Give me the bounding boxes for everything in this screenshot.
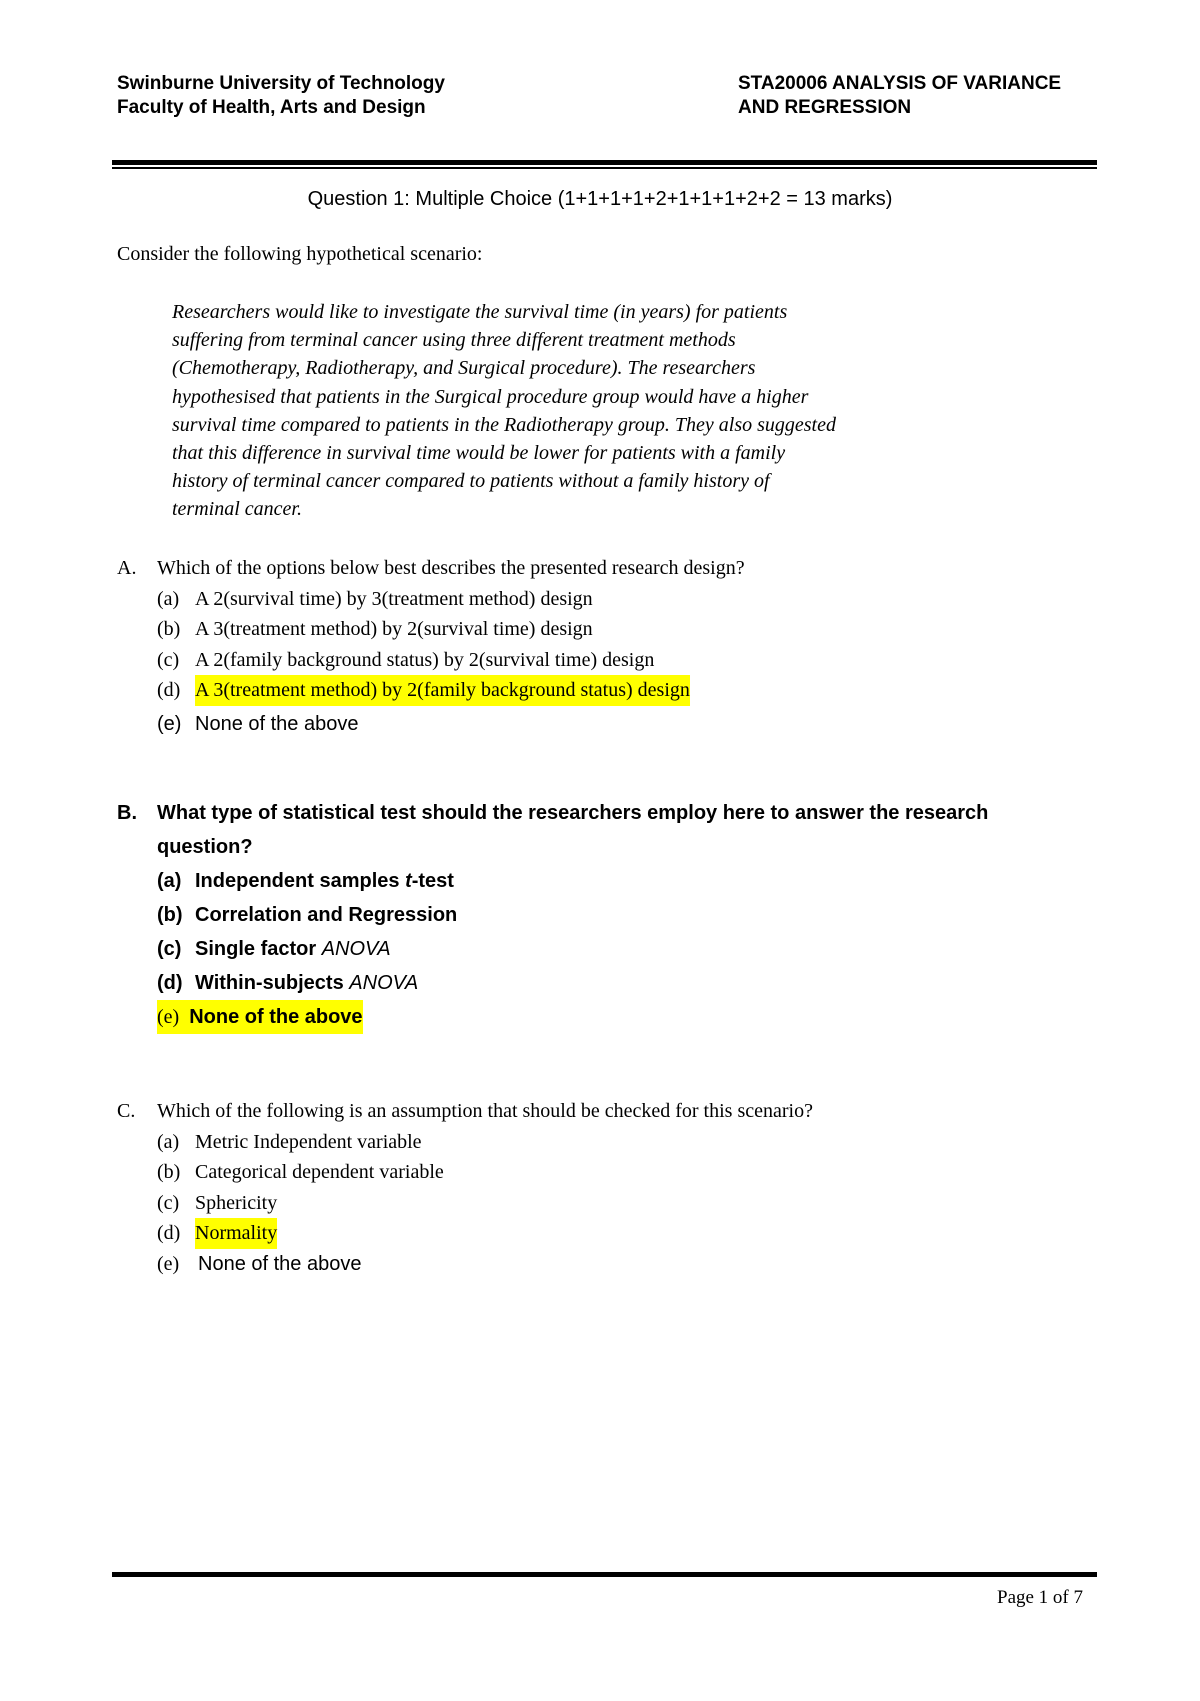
page-number: Page 1 of 7 <box>997 1587 1084 1608</box>
option-e <box>157 1249 813 1280</box>
option-text: A 3(treatment method) by 2(survival time) design <box>195 618 593 640</box>
part-c-stem: Which of the following is an assumption that should be checked for this scenario? <box>157 1100 813 1122</box>
option-a <box>157 864 988 898</box>
scenario-text <box>172 298 1012 524</box>
option-text: A 2(family background status) by 2(survival time) design <box>195 648 655 671</box>
scenario-line: survival time compared to patients in the Radiotherapy group. They also suggested <box>172 413 836 436</box>
option-label: (b) <box>157 1161 181 1183</box>
option-label: (a) <box>157 587 180 610</box>
header-faculty: Faculty of Health, Arts and Design <box>117 97 426 118</box>
option-a <box>157 1127 813 1158</box>
option-label: (c) <box>157 938 182 960</box>
option-b <box>157 614 745 645</box>
option-label: (e) <box>157 1000 189 1034</box>
header-unit <box>738 72 1061 120</box>
option-c <box>157 645 745 676</box>
header-rule-thick <box>112 160 1097 165</box>
option-text: Categorical dependent variable <box>195 1161 444 1183</box>
option-label: (d) <box>157 1222 181 1244</box>
option-text: Within-subjects ANOVA <box>195 972 419 994</box>
option-label: (a) <box>157 1130 180 1153</box>
option-label: (d) <box>157 972 183 994</box>
option-label: (b) <box>157 904 183 926</box>
option-label: (b) <box>157 618 181 640</box>
option-c <box>157 932 988 966</box>
option-label: (a) <box>157 870 182 892</box>
question-title: Question 1: Multiple Choice (1+1+1+1+2+1+1+1+2+2 = 13 marks) <box>307 188 893 210</box>
option-label: (d) <box>157 679 181 701</box>
option-text: Single factor ANOVA <box>195 938 391 960</box>
option-text: None of the above <box>195 712 359 735</box>
option-text: Sphericity <box>195 1191 278 1214</box>
option-label: (e) <box>157 712 182 735</box>
option-d-answer <box>157 675 745 706</box>
scenario-line: (Chemotherapy, Radiotherapy, and Surgical procedure). The researchers <box>172 357 756 380</box>
header-unit-line1: STA20006 ANALYSIS OF VARIANCE <box>738 73 1062 94</box>
part-c-letter: C. <box>117 1100 136 1122</box>
highlighted-answer: A 3(treatment method) by 2(family background status) design <box>195 675 690 706</box>
part-a-letter: A. <box>117 557 137 579</box>
highlighted-answer: Normality <box>195 1218 277 1249</box>
option-label: (c) <box>157 648 180 671</box>
option-a <box>157 584 745 615</box>
scenario-line: hypothesised that patients in the Surgical procedure group would have a higher <box>172 385 809 408</box>
part-b-stem: What type of statistical test should the researchers employ here to answer the research <box>157 802 989 824</box>
option-label: (e) <box>157 1252 180 1275</box>
option-c <box>157 1188 813 1219</box>
header-rule-thin <box>112 167 1097 169</box>
highlighted-answer: None of the above <box>189 1000 362 1034</box>
option-e <box>157 709 745 740</box>
scenario-intro: Consider the following hypothetical scenario: <box>117 243 483 265</box>
header-institution <box>117 72 445 120</box>
scenario-line: suffering from terminal cancer using three different treatment methods <box>172 329 736 352</box>
option-b <box>157 1157 813 1188</box>
scenario-line: Researchers would like to investigate the survival time (in years) for patients <box>172 301 788 323</box>
part-c <box>117 1096 813 1279</box>
option-text: Metric Independent variable <box>195 1130 422 1153</box>
scenario-line: history of terminal cancer compared to patients without a family history of <box>172 470 770 493</box>
part-b-stem-cont: question? <box>157 836 253 858</box>
header-unit-line2: AND REGRESSION <box>738 97 912 118</box>
scenario-line: terminal cancer. <box>172 498 302 521</box>
scenario-line: that this difference in survival time would be lower for patients with a family <box>172 442 786 465</box>
footer-rule <box>112 1572 1097 1577</box>
header-university: Swinburne University of Technology <box>117 73 445 94</box>
option-b <box>157 898 988 932</box>
option-text: None of the above <box>198 1252 362 1275</box>
part-a <box>117 553 745 739</box>
option-e-answer <box>157 1000 988 1034</box>
option-d <box>157 966 988 1000</box>
part-a-stem: Which of the options below best describes the presented research design? <box>157 557 745 579</box>
part-b-letter: B. <box>117 802 137 824</box>
option-d-answer <box>157 1218 813 1249</box>
part-b <box>117 796 988 1034</box>
option-text: Correlation and Regression <box>195 904 458 926</box>
option-text: A 2(survival time) by 3(treatment method) design <box>195 587 593 610</box>
option-label: (c) <box>157 1191 180 1214</box>
option-text: Independent samples t-test <box>195 870 454 892</box>
